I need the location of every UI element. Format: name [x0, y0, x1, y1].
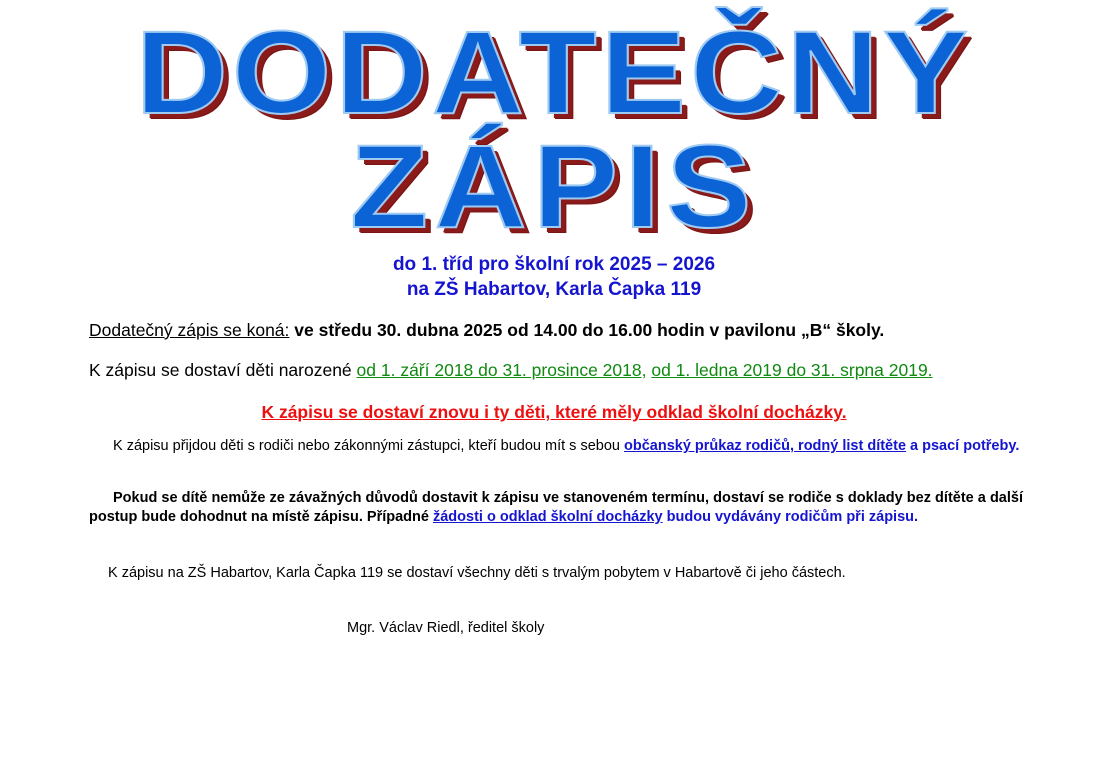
- subtitle-school-year: do 1. tříd pro školní rok 2025 – 2026: [392, 254, 716, 275]
- birth-range-2: od 1. ledna 2019 do 31. srpna 2019.: [651, 360, 933, 380]
- signature: Mgr. Václav Riedl, ředitel školy: [347, 620, 545, 636]
- birth-range-paragraph: [89, 358, 1023, 382]
- enrollment-date-paragraph: [89, 318, 1023, 342]
- documents-link[interactable]: občanský průkaz rodičů, rodný list dítěte: [624, 438, 907, 454]
- documents-tail: a psací potřeby.: [906, 438, 1020, 454]
- documents-paragraph: [89, 437, 1023, 456]
- absence-paragraph: [89, 489, 1023, 527]
- postponement-request-link[interactable]: žádosti o odklad školní docházky: [432, 509, 663, 525]
- heading-line-2: ZÁPIS: [350, 121, 758, 253]
- birth-range-intro: K zápisu se dostaví děti narozené: [89, 360, 357, 380]
- postponed-notice: K zápisu se dostaví znovu i ty děti, které měly odklad školní docházky.: [261, 402, 847, 422]
- heading-line-1: DODATEČNÝ: [135, 7, 973, 139]
- enrollment-date-label: Dodatečný zápis se koná:: [89, 320, 290, 340]
- absence-tail: budou vydávány rodičům při zápisu.: [662, 509, 919, 525]
- absence-text: Pokud se dítě nemůže ze závažných důvodů dostavit k zápisu ve stanoveném termínu, dostaví se rodiče s doklady bez dítěte a další postup bude dohodnut na místě zápisu. Případné: [89, 490, 1023, 525]
- birth-range-1: od 1. září 2018 do 31. prosince 2018,: [356, 360, 647, 380]
- subtitle-school-address: na ZŠ Habartov, Karla Čapka 119: [406, 279, 702, 300]
- documents-text: K zápisu přijdou děti s rodiči nebo zákonnými zástupci, kteří budou mít s sebou: [113, 438, 624, 454]
- eligibility-paragraph: K zápisu na ZŠ Habartov, Karla Čapka 119 se dostaví všechny děti s trvalým pobytem v Habartově či jeho částech.: [108, 565, 846, 581]
- enrollment-date-text: ve středu 30. dubna 2025 od 14.00 do 16.00 hodin v pavilonu „B“ školy.: [289, 320, 885, 340]
